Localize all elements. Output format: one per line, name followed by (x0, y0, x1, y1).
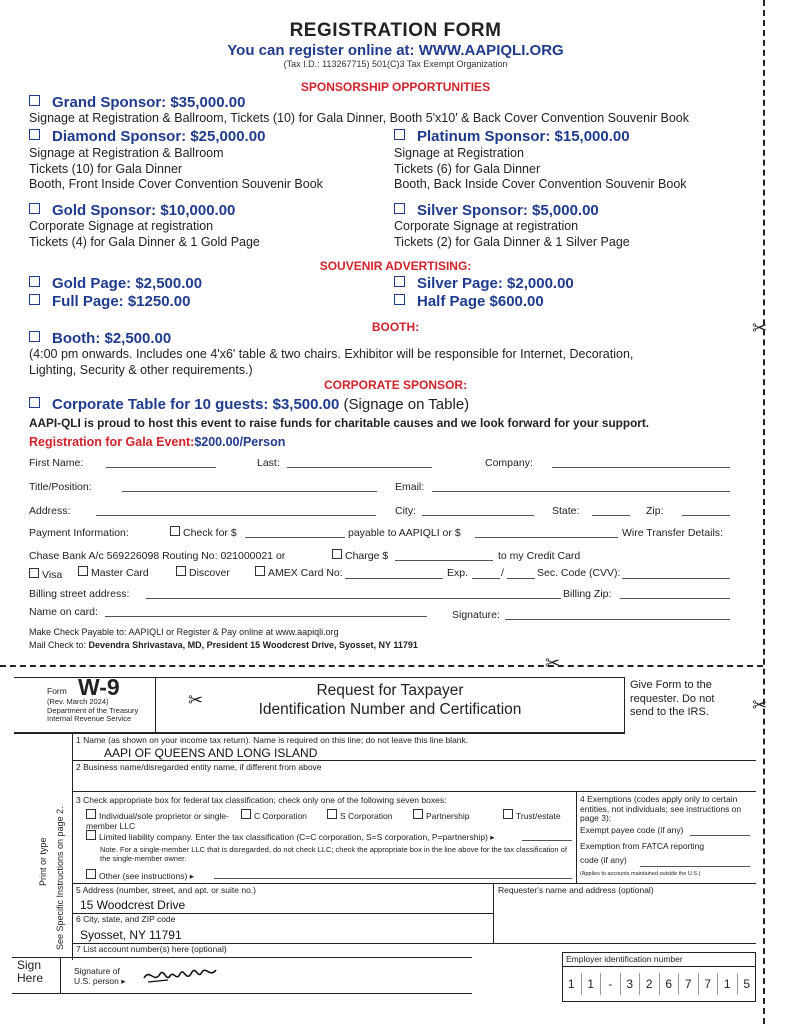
ein-label: Employer identification number (566, 954, 683, 964)
handwritten-signature[interactable] (140, 960, 220, 990)
visa-option[interactable] (29, 568, 62, 584)
ein-digits[interactable] (562, 973, 756, 995)
llc-label: Limited liability company. Enter the tax classification (C=C corporation, S=S corporation, P=partnership) ▸ (99, 832, 495, 842)
online-registration-link[interactable]: You can register online at: WWW.AAPIQLI.ORG (227, 42, 564, 59)
booth-desc (29, 347, 633, 378)
line1-label: 1 Name (as shown on your income tax return). Name is required on this line; do not leave this line blank. (76, 735, 469, 745)
checkbox[interactable] (394, 276, 405, 287)
city-state-zip-input[interactable]: Syosset, NY 11791 (80, 928, 182, 942)
name-on-card-field[interactable] (105, 605, 427, 617)
gold-sponsor-option[interactable] (29, 202, 235, 219)
last-name-label: Last: (257, 457, 280, 469)
signature-label (74, 966, 126, 986)
checkbox[interactable] (394, 129, 405, 140)
horizontal-cut-line (0, 665, 763, 667)
silver-page-label: Silver Page: $2,000.00 (417, 275, 574, 292)
sign-text: Sign (17, 958, 42, 972)
exp-year-field[interactable] (507, 567, 535, 579)
grand-sponsor-label: Grand Sponsor: $35,000.00 (52, 94, 246, 111)
payable-amount-field[interactable] (475, 526, 618, 538)
checkbox[interactable] (176, 566, 186, 576)
visa-label: Visa (42, 569, 63, 581)
company-label: Company: (485, 457, 533, 469)
silver-sponsor-desc (394, 219, 630, 250)
divider (624, 677, 625, 734)
desc-line: (4:00 pm onwards. Includes one 4'x6' table & two chairs. Exhibitor will be responsible for Internet, Decoration, (29, 347, 634, 361)
cvv-field[interactable] (622, 567, 730, 579)
other-field[interactable] (214, 870, 572, 879)
w9-form-label: Form (47, 686, 67, 696)
other-option[interactable] (86, 869, 194, 882)
charge-label: Charge $ (345, 550, 389, 562)
last-name-field[interactable] (287, 456, 432, 468)
city-field[interactable] (422, 504, 534, 516)
partnership-option[interactable] (413, 809, 469, 821)
divider (72, 791, 756, 792)
desc-line: Signage at Registration (394, 146, 524, 160)
ein-digit: 6 (660, 973, 680, 995)
souvenir-heading: SOUVENIR ADVERTISING: (319, 259, 472, 273)
w9-title-line: Identification Number and Certification (258, 701, 522, 718)
corporate-heading: CORPORATE SPONSOR: (323, 378, 468, 392)
desc-line: Booth, Front Inside Cover Convention Souvenir Book (29, 177, 323, 191)
sponsorship-heading: SPONSORSHIP OPPORTUNITIES (300, 80, 491, 94)
billing-zip-field[interactable] (620, 587, 730, 599)
corporate-table-note: (Signage on Table) (343, 396, 470, 413)
desc-line: Corporate Signage at registration (29, 219, 214, 233)
exp-month-field[interactable] (472, 567, 500, 579)
fatca-label: Exemption from FATCA reporting (580, 841, 705, 851)
sig-of-text: Signature of (74, 966, 120, 976)
checkbox[interactable] (29, 568, 39, 578)
divider (12, 993, 472, 994)
desc-line: Signage at Registration & Ballroom (29, 146, 224, 160)
amex-label: AMEX Card No: (268, 567, 343, 579)
checkbox[interactable] (29, 129, 40, 140)
checkbox[interactable] (86, 869, 96, 879)
mail-check-note (29, 640, 418, 650)
half-page-label: Half Page $600.00 (417, 293, 544, 310)
signature-label: Signature: (452, 609, 500, 621)
gold-sponsor-label: Gold Sponsor: $10,000.00 (52, 202, 236, 219)
full-page-label: Full Page: $1250.00 (52, 293, 191, 310)
mastercard-option[interactable] (78, 566, 149, 582)
payable-label: payable to AAPIQLI or $ (348, 527, 461, 539)
company-field[interactable] (552, 456, 730, 468)
ein-digit: 1 (582, 973, 602, 995)
signature-field[interactable] (505, 608, 730, 620)
diamond-sponsor-label: Diamond Sponsor: $25,000.00 (52, 128, 266, 145)
diamond-sponsor-desc (29, 146, 323, 193)
llc-classification-field[interactable] (522, 832, 572, 841)
divider (493, 883, 494, 943)
chase-bank-details: Chase Bank A/c 569226098 Routing No: 021000021 or (29, 550, 286, 562)
other-label: Other (see instructions) ▸ (99, 871, 194, 881)
irs-line: Internal Revenue Service (47, 714, 132, 723)
us-person-text: U.S. person ▸ (74, 976, 126, 986)
half-page-option[interactable] (394, 293, 544, 310)
print-or-type-label: Print or type (38, 837, 48, 886)
cvv-label: Sec. Code (CVV): (537, 567, 621, 579)
ein-digit: 1 (718, 973, 738, 995)
scorp-option[interactable] (327, 809, 392, 821)
gala-label: Registration for Gala Event: (29, 435, 195, 449)
checkbox[interactable] (78, 566, 88, 576)
first-name-label: First Name: (29, 457, 84, 469)
desc-line: Lighting, Security & other requirements.) (29, 362, 253, 377)
platinum-sponsor-option[interactable] (394, 128, 630, 145)
w9-rev-info (47, 698, 138, 724)
address-label: Address: (29, 505, 71, 517)
divider (72, 734, 73, 960)
email-field[interactable] (432, 480, 730, 492)
email-label: Email: (395, 481, 425, 493)
give-line: requester. Do not (630, 692, 715, 705)
checkbox[interactable] (394, 294, 405, 305)
give-line: send to the IRS. (630, 706, 709, 718)
diamond-sponsor-option[interactable] (29, 128, 265, 145)
sign-here-label (17, 959, 43, 985)
scissors-icon: ✂ (752, 695, 768, 715)
scissors-icon: ✂ (188, 690, 204, 710)
exp-label: Exp. (447, 567, 469, 579)
ein-digit: 3 (621, 973, 641, 995)
gala-registration (29, 435, 285, 449)
individual-option[interactable] (86, 809, 236, 831)
check-option[interactable] (170, 526, 237, 542)
exp-separator: / (501, 567, 504, 579)
check-for-label: Check for $ (183, 527, 237, 539)
billing-address-label: Billing street address: (29, 588, 130, 600)
corporate-table-option[interactable] (29, 396, 469, 413)
checkbox[interactable] (255, 566, 265, 576)
fatca-code-label: code (if any) (580, 855, 627, 865)
discover-option[interactable] (176, 566, 230, 582)
individual-label: Individual/sole proprietor or single-member LLC (86, 811, 229, 831)
name-on-card-label: Name on card: (29, 606, 98, 618)
charge-option[interactable] (332, 549, 388, 565)
ccorp-option[interactable] (241, 809, 307, 821)
taxpayer-name-input[interactable]: AAPI OF QUEENS AND LONG ISLAND (104, 746, 318, 760)
fatca-field[interactable] (640, 858, 750, 867)
discover-label: Discover (189, 567, 230, 579)
trust-option[interactable] (503, 809, 561, 821)
scissors-icon: ✂ (545, 653, 561, 673)
first-name-field[interactable] (106, 456, 216, 468)
corporate-table-label: Corporate Table for 10 guests: $3,500.00 (52, 396, 340, 413)
divider (576, 791, 577, 883)
title-label: Title/Position: (29, 481, 92, 493)
checkbox[interactable] (327, 809, 337, 819)
full-page-option[interactable] (29, 293, 190, 310)
checkbox[interactable] (29, 294, 40, 305)
desc-line: Tickets (2) for Gala Dinner & 1 Silver Page (394, 234, 630, 249)
grand-sponsor-option[interactable] (29, 94, 245, 111)
divider (72, 760, 756, 761)
mail-check-label: Mail Check to: (29, 640, 87, 650)
checkbox[interactable] (413, 809, 423, 819)
checkbox[interactable] (86, 830, 96, 840)
booth-label: Booth: $2,500.00 (52, 330, 172, 347)
checkbox[interactable] (86, 809, 96, 819)
w9-title (156, 681, 624, 719)
billing-zip-label: Billing Zip: (563, 588, 612, 600)
zip-field[interactable] (682, 504, 730, 516)
grand-sponsor-desc: Signage at Registration & Ballroom, Tickets (10) for Gala Dinner, Booth 5'x10' & Back Cover Convention Souvenir Book (29, 111, 689, 125)
requester-label: Requester's name and address (optional) (498, 885, 654, 895)
booth-heading: BOOTH: (371, 320, 420, 334)
silver-page-option[interactable] (394, 275, 574, 292)
desc-line: Tickets (6) for Gala Dinner (394, 161, 541, 176)
divider (562, 966, 756, 967)
ein-digit: 1 (562, 973, 582, 995)
charge-amount-field[interactable] (395, 549, 493, 561)
line5-label: 5 Address (number, street, and apt. or suite no.) (76, 885, 257, 895)
checkbox[interactable] (332, 549, 342, 559)
booth-option[interactable] (29, 330, 171, 347)
mail-check-address: Devendra Shrivastava, MD, President 15 Woodcrest Drive, Syosset, NY 11791 (88, 640, 418, 650)
line6-label: 6 City, state, and ZIP code (76, 914, 176, 924)
appeal-text: AAPI-QLI is proud to host this event to raise funds for charitable causes and we look forward for your support. (29, 416, 650, 430)
payment-label: Payment Information: (29, 527, 129, 539)
desc-line: Corporate Signage at registration (394, 219, 579, 233)
state-label: State: (552, 505, 580, 517)
mastercard-label: Master Card (91, 567, 149, 579)
checkbox[interactable] (394, 203, 405, 214)
ein-digit: - (601, 973, 621, 995)
card-number-field[interactable] (345, 567, 443, 579)
ein-digit: 2 (640, 973, 660, 995)
line3-label: 3 Check appropriate box for federal tax classification; check only one of the following seven boxes: (76, 795, 447, 805)
check-amount-field[interactable] (245, 526, 345, 538)
give-line: Give Form to the (630, 679, 712, 691)
amex-option[interactable] (255, 566, 343, 582)
scissors-icon: ✂ (752, 318, 768, 338)
platinum-sponsor-label: Platinum Sponsor: $15,000.00 (417, 128, 630, 145)
divider (60, 957, 61, 993)
platinum-sponsor-desc (394, 146, 687, 193)
trust-label: Trust/estate (516, 811, 561, 821)
dept-line: Department of the Treasury (47, 705, 139, 715)
checkbox[interactable] (29, 95, 40, 106)
gold-sponsor-desc (29, 219, 260, 250)
line7-label: 7 List account number(s) here (optional) (76, 944, 227, 954)
exempt-payee-label: Exempt payee code (if any) (580, 825, 684, 835)
make-check-note: Make Check Payable to: AAPIQLI or Register & Pay online at www.aapiqli.org (29, 627, 339, 637)
checkbox[interactable] (29, 397, 40, 408)
checkbox[interactable] (29, 276, 40, 287)
checkbox[interactable] (29, 331, 40, 342)
here-text: Here (17, 971, 44, 985)
city-label: City: (395, 505, 416, 517)
checkbox[interactable] (29, 203, 40, 214)
checkbox[interactable] (170, 526, 180, 536)
divider (72, 883, 756, 884)
rev-line: (Rev. March 2024) (47, 697, 109, 706)
fatca-applies-note: (Applies to accounts maintained outside the U.S.) (580, 871, 701, 877)
ein-digit: 5 (743, 977, 751, 991)
state-field[interactable] (592, 504, 630, 516)
exempt-payee-field[interactable] (690, 827, 750, 836)
gold-page-label: Gold Page: $2,500.00 (52, 275, 203, 292)
checkbox[interactable] (241, 809, 251, 819)
billing-address-field[interactable] (146, 587, 561, 599)
llc-note: Note. For a single-member LLC that is disregarded, do not check LLC; check the appropriate box in the line above for the tax classification of the single-member owner. (100, 845, 567, 863)
address-input[interactable]: 15 Woodcrest Drive (80, 898, 186, 912)
gala-price: $200.00/Person (194, 435, 286, 449)
credit-card-label: to my Credit Card (498, 550, 581, 562)
ein-digit: 7 (679, 973, 699, 995)
w9-form-name: W-9 (78, 674, 120, 700)
wire-transfer-label: Wire Transfer Details: (622, 527, 723, 539)
specific-instructions-label: See Specific Instructions on page 2. (55, 806, 65, 950)
scorp-label: S Corporation (340, 811, 393, 821)
vertical-cut-line (763, 0, 765, 1024)
ein-digit: 7 (699, 973, 719, 995)
silver-sponsor-label: Silver Sponsor: $5,000.00 (417, 202, 599, 219)
title-field[interactable] (122, 480, 377, 492)
w9-title-line: Request for Taxpayer (316, 682, 464, 699)
desc-line: Tickets (10) for Gala Dinner (29, 161, 183, 176)
gold-page-option[interactable] (29, 275, 202, 292)
form-title: REGISTRATION FORM (289, 20, 502, 41)
desc-line: Booth, Back Inside Cover Convention Souvenir Book (394, 177, 687, 191)
partnership-label: Partnership (426, 811, 470, 821)
llc-option[interactable] (86, 830, 495, 843)
desc-line: Tickets (4) for Gala Dinner & 1 Gold Page (29, 234, 260, 249)
ccorp-label: C Corporation (254, 811, 307, 821)
exemptions-label: 4 Exemptions (codes apply only to certain entities, not individuals; see instructions on page 3): (580, 794, 742, 823)
give-form-note (630, 679, 714, 720)
divider (12, 957, 472, 958)
line2-label: 2 Business name/disregarded entity name, if different from above (76, 762, 322, 772)
tax-id: (Tax I.D.: 113267715) 501(C)3 Tax Exempt Organization (283, 59, 508, 69)
checkbox[interactable] (503, 809, 513, 819)
address-field[interactable] (96, 504, 376, 516)
silver-sponsor-option[interactable] (394, 202, 599, 219)
zip-label: Zip: (646, 505, 664, 517)
